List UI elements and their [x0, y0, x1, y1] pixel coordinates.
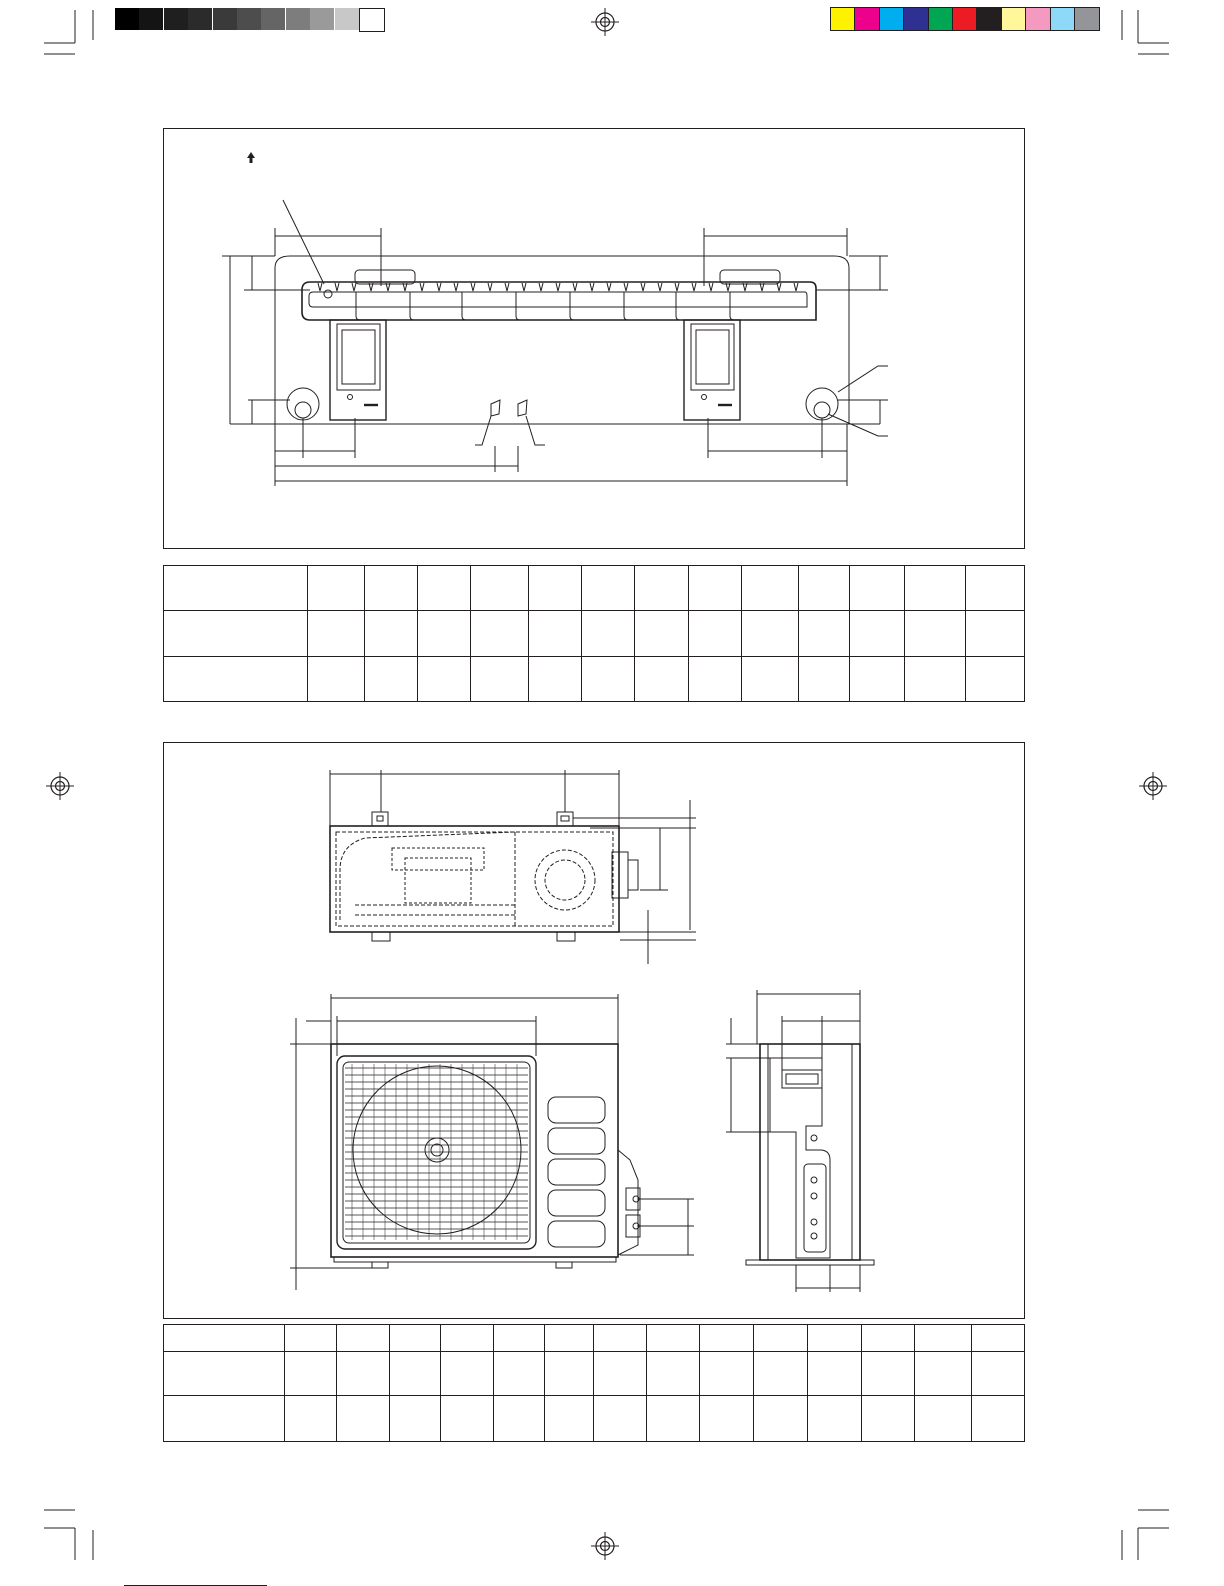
gray-swatch	[286, 8, 310, 30]
table-cell	[753, 1352, 807, 1396]
table-cell	[862, 1325, 915, 1352]
table-cell	[862, 1352, 915, 1396]
gray-swatch	[213, 8, 237, 30]
table-cell	[337, 1352, 389, 1396]
table-cell	[544, 1396, 593, 1442]
table-cell	[285, 1325, 337, 1352]
table-cell	[700, 1396, 753, 1442]
table-cell	[493, 1352, 544, 1396]
color-swatch	[831, 8, 855, 30]
table-row	[164, 1325, 1025, 1352]
table-cell	[337, 1325, 389, 1352]
table-cell	[493, 1396, 544, 1442]
outdoor-unit-side-view	[726, 990, 874, 1292]
table-cell	[440, 1396, 493, 1442]
table-cell	[164, 1396, 285, 1442]
table-cell	[753, 1396, 807, 1442]
gray-swatch	[261, 8, 285, 30]
table-cell	[807, 1325, 861, 1352]
table-cell	[971, 1396, 1024, 1442]
gray-swatch	[115, 8, 139, 30]
table-cell	[164, 1325, 285, 1352]
table-cell	[915, 1396, 971, 1442]
table-cell	[647, 1325, 700, 1352]
outdoor-unit-dimension-table	[163, 1324, 1025, 1442]
gray-swatch	[237, 8, 261, 30]
color-swatch	[904, 8, 928, 30]
color-swatch	[880, 8, 904, 30]
table-cell	[389, 1396, 440, 1442]
table-cell	[700, 1352, 753, 1396]
table-cell	[593, 1396, 646, 1442]
gray-swatch	[310, 8, 334, 30]
gray-swatch	[359, 8, 385, 32]
outdoor-unit-top-view	[330, 770, 696, 964]
color-swatch	[1075, 8, 1099, 30]
table-cell	[593, 1352, 646, 1396]
table-cell	[544, 1325, 593, 1352]
table-cell	[971, 1325, 1024, 1352]
table-cell	[337, 1396, 389, 1442]
fan-grille	[345, 1064, 528, 1240]
color-swatch	[953, 8, 977, 30]
table-cell	[807, 1396, 861, 1442]
gray-swatch	[139, 8, 163, 30]
table-cell	[647, 1352, 700, 1396]
gray-swatch	[188, 8, 212, 30]
table-row	[164, 1396, 1025, 1442]
outdoor-unit-front-view	[290, 994, 694, 1290]
table-cell	[440, 1352, 493, 1396]
color-swatch	[1002, 8, 1026, 30]
color-swatch	[1051, 8, 1075, 30]
table-cell	[389, 1325, 440, 1352]
gray-swatch	[164, 8, 188, 30]
color-swatch	[929, 8, 953, 30]
table-cell	[285, 1352, 337, 1396]
color-swatch	[855, 8, 879, 30]
table-cell	[285, 1396, 337, 1442]
table-cell	[389, 1352, 440, 1396]
table-cell	[544, 1352, 593, 1396]
table-cell	[700, 1325, 753, 1352]
table-cell	[915, 1325, 971, 1352]
table-cell	[593, 1325, 646, 1352]
table-row	[164, 1352, 1025, 1396]
table-cell	[164, 1352, 285, 1396]
table-cell	[971, 1352, 1024, 1396]
table-cell	[862, 1396, 915, 1442]
color-swatch	[1026, 8, 1050, 30]
table-cell	[807, 1352, 861, 1396]
table-cell	[915, 1352, 971, 1396]
gray-swatch	[335, 8, 359, 30]
table-cell	[753, 1325, 807, 1352]
color-swatch	[977, 8, 1001, 30]
table-cell	[440, 1325, 493, 1352]
table-cell	[493, 1325, 544, 1352]
table-cell	[647, 1396, 700, 1442]
